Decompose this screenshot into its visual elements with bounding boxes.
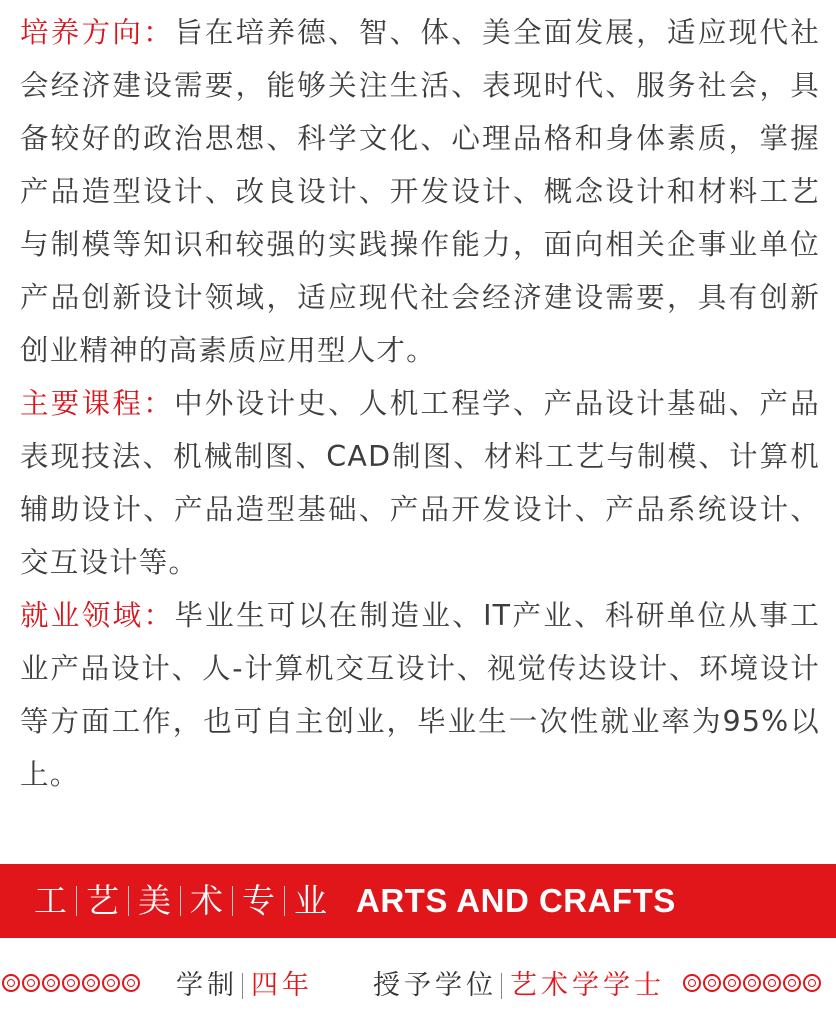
- section-text: 中外设计史、人机工程学、产品设计基础、产品表现技法、机械制图、CAD制图、材料工艺与制模、计算机辅助设计、产品造型基础、产品开发设计、产品系统设计、交互设计等。: [20, 387, 820, 579]
- footer-divider: [242, 973, 243, 999]
- concentric-circle-icon: [2, 974, 20, 992]
- banner-title-char: 工: [34, 881, 67, 920]
- section-main-courses: [20, 377, 820, 589]
- degree-value: 艺术学学士: [510, 970, 665, 1001]
- banner-title-char: 美: [138, 881, 171, 920]
- left-ornament: [2, 974, 142, 992]
- degree-label: 授予学位: [373, 970, 497, 1001]
- study-duration: [176, 968, 313, 1004]
- concentric-circle-icon: [62, 974, 80, 992]
- concentric-circle-icon: [22, 974, 40, 992]
- banner-title-char: 术: [190, 881, 223, 920]
- concentric-circle-icon: [723, 974, 741, 992]
- concentric-circle-icon: [703, 974, 721, 992]
- section-label: 就业领域：: [20, 599, 175, 632]
- major-title-banner: [0, 864, 836, 938]
- concentric-circle-icon: [763, 974, 781, 992]
- duration-label: 学制: [176, 970, 238, 1001]
- section-text: 毕业生可以在制造业、IT产业、科研单位从事工业产品设计、人-计算机交互设计、视觉传达设计、环境设计等方面工作，也可自主创业，毕业生一次性就业率为95%以上。: [20, 599, 820, 791]
- concentric-circle-icon: [102, 974, 120, 992]
- concentric-circle-icon: [783, 974, 801, 992]
- footer-divider: [501, 973, 502, 999]
- concentric-circle-icon: [683, 974, 701, 992]
- banner-english-title: ARTS AND CRAFTS: [356, 882, 676, 919]
- concentric-circle-icon: [122, 974, 140, 992]
- banner-title: [34, 864, 676, 938]
- concentric-circle-icon: [803, 974, 821, 992]
- right-ornament: [683, 974, 823, 992]
- degree-awarded: [373, 968, 665, 1004]
- section-label: 培养方向：: [20, 16, 175, 49]
- banner-title-char: 业: [294, 881, 327, 920]
- banner-title-char: 专: [242, 881, 275, 920]
- section-training-direction: [20, 6, 820, 377]
- concentric-circle-icon: [743, 974, 761, 992]
- concentric-circle-icon: [82, 974, 100, 992]
- program-info-footer: [0, 962, 836, 1010]
- section-label: 主要课程：: [20, 387, 175, 420]
- section-employment: [20, 589, 820, 801]
- concentric-circle-icon: [42, 974, 60, 992]
- program-description: [20, 6, 820, 801]
- section-text: 旨在培养德、智、体、美全面发展，适应现代社会经济建设需要，能够关注生活、表现时代、服务社会，具备较好的政治思想、科学文化、心理品格和身体素质，掌握产品造型设计、改良设计、开发设计、概念设计和材料工艺与制模等知识和较强的实践操作能力，面向相关企事业单位产品创新设计领域，适应现代社会经济建设需要，具有创新创业精神的高素质应用型人才。: [20, 16, 820, 367]
- duration-value: 四年: [251, 970, 313, 1001]
- banner-title-char: 艺: [86, 881, 119, 920]
